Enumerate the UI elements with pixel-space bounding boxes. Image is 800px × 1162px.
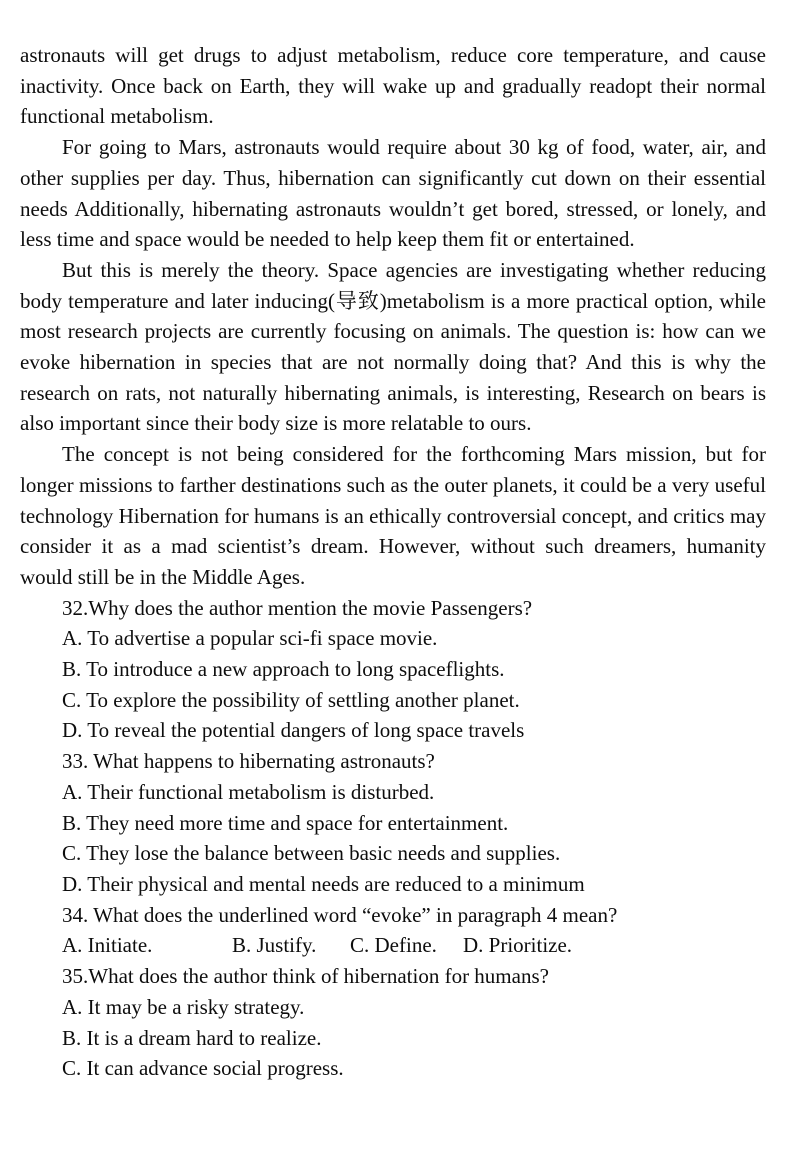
passage-paragraph: astronauts will get drugs to adjust metabolism, reduce core temperature, and cause inactivity. Once back on Earth, they will wake up and gradually readopt their normal functional metabolism. <box>20 43 766 129</box>
question-stem: 34. What does the underlined word “evoke” in paragraph 4 mean? <box>62 902 618 927</box>
options-row <box>20 930 766 961</box>
option-item: A. It may be a risky strategy. <box>62 994 305 1019</box>
option-item: B. To introduce a new approach to long spaceflights. <box>62 657 505 682</box>
reading-passage <box>20 40 766 593</box>
option-item: C. They lose the balance between basic needs and supplies. <box>62 841 561 866</box>
question-block <box>20 900 766 961</box>
question-stem: 35.What does the author think of hibernation for humans? <box>62 964 549 989</box>
option-item: C. To explore the possibility of settling another planet. <box>62 687 520 712</box>
passage-paragraph: For going to Mars, astronauts would require about 30 kg of food, water, air, and other supplies per day. Thus, hibernation can significantly cut down on their essential needs Additionally, hibernating astronauts wouldn’t get bored, stressed, or lonely, and less time and space would be needed to help keep them fit or entertained. <box>20 135 766 252</box>
option-item: B. Justify. <box>232 933 317 958</box>
option-item: D. Prioritize. <box>463 933 573 958</box>
question-block <box>20 746 766 900</box>
option-item: D. Their physical and mental needs are reduced to a minimum <box>62 871 585 896</box>
option-item: A. Their functional metabolism is disturbed. <box>62 779 435 804</box>
option-item: B. They need more time and space for entertainment. <box>62 810 509 835</box>
passage-paragraph: The concept is not being considered for the forthcoming Mars mission, but for longer missions to farther destinations such as the outer planets, it could be a very useful technology Hibernation for humans is an ethically controversial concept, and critics may consider it as a mad scientist’s dream. However, without such dreamers, humanity would still be in the Middle Ages. <box>20 442 766 589</box>
question-stem: 33. What happens to hibernating astronauts? <box>62 749 435 774</box>
passage-paragraph: But this is merely the theory. Space agencies are investigating whether reducing body temperature and later inducing(导致)metabolism is a more practical option, while most research projects are currently focusing on animals. The question is: how can we evoke hibernation in species that are not normally doing that? And this is why the research on rats, not naturally hibernating animals, is interesting, Research on bears is also important since their body size is more relatable to ours. <box>20 257 766 436</box>
question-stem: 32.Why does the author mention the movie Passengers? <box>62 595 533 620</box>
questions-section <box>20 593 766 1084</box>
option-item: B. It is a dream hard to realize. <box>62 1025 322 1050</box>
option-item: D. To reveal the potential dangers of long space travels <box>62 718 525 743</box>
option-item: A. To advertise a popular sci-fi space movie. <box>62 626 438 651</box>
option-item: C. Define. <box>350 933 437 958</box>
option-item: A. Initiate. <box>62 933 153 958</box>
question-block <box>20 961 766 1084</box>
option-item: C. It can advance social progress. <box>62 1056 344 1081</box>
question-block <box>20 593 766 747</box>
